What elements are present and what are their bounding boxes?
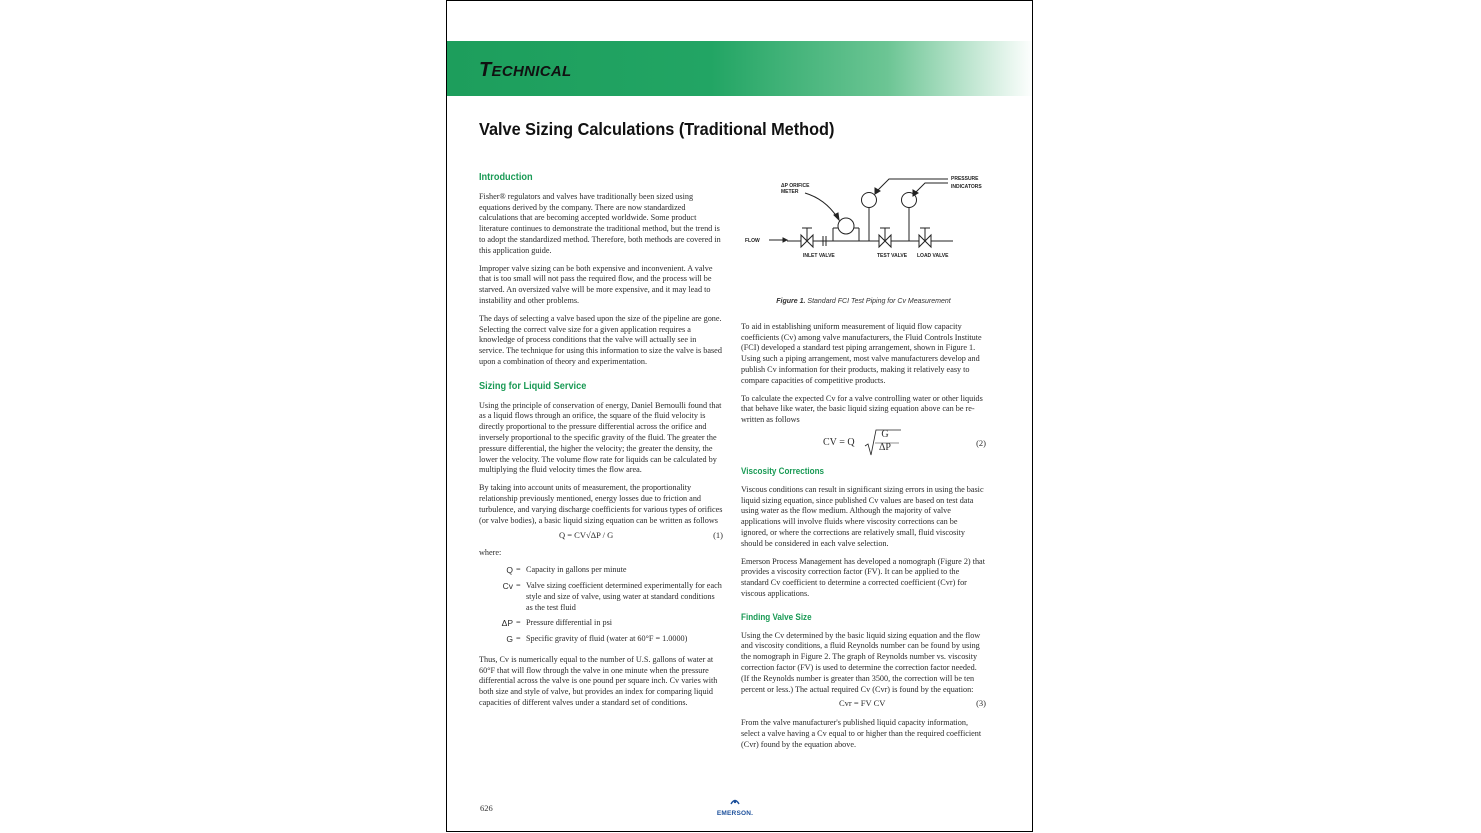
figure-1-caption-text: Standard FCI Test Piping for Cv Measurement xyxy=(807,298,951,305)
definition-symbol: G xyxy=(506,634,513,645)
emerson-logo-text: EMERSON. xyxy=(716,810,754,817)
intro-paragraph-2: Improper valve sizing can be both expensive and inconvenient. A valve that is too small will not pass the required flow, and the process will be starved. An oversized valve will be more expensive, and it may lead to instability and other problems. xyxy=(479,263,713,305)
definition-equals: = xyxy=(516,634,521,644)
equation-3-formula: Cvr = FV CV xyxy=(839,698,886,709)
equation-1-number: (1) xyxy=(713,530,723,541)
document-page xyxy=(446,0,1033,832)
definition-equals: = xyxy=(516,618,521,628)
where-label: where: xyxy=(479,548,502,558)
pressure-leader-line-2 xyxy=(915,183,948,193)
pressure-label: PRESSURE xyxy=(951,176,979,182)
viscosity-paragraph-2: Emerson Process Management has developed a nomograph (Figure 2) that provides a viscosity correction factor (FV). It can be applied to the standard Cv coefficient to determine a corrected coefficient (Cvr) for viscous applications. xyxy=(741,556,985,598)
intro-paragraph-1: Fisher® regulators and valves have traditionally been sized using equations derived by the company. There are now standardized calculations that are becoming accepted worldwide. Some product literature continues to demonstrate the traditional method, but the trend is to adopt the standardized method. Therefore, both methods are covered in this application guide. xyxy=(479,191,721,255)
flow-label: FLOW xyxy=(745,238,760,244)
definition-q xyxy=(479,565,723,576)
equation-1-formula: Q = CV√ΔP / G xyxy=(559,530,614,541)
test-valve-label: TEST VALVE xyxy=(877,253,908,259)
definition-symbol: Cv xyxy=(502,580,513,591)
figure-1-caption-label: Figure 1. xyxy=(776,298,806,305)
liquid-paragraph-2: By taking into account units of measurement, the proportionality relationship previously mentioned, energy losses due to friction and turbulence, and varying discharge coefficients for various types of orifices (or valve bodies), a basic liquid sizing equation can be written as follows xyxy=(479,483,723,525)
equation-3-number: (3) xyxy=(976,698,986,709)
pressure-gauge-1 xyxy=(862,193,877,208)
load-valve-label: LOAD VALVE xyxy=(917,253,949,259)
technical-banner xyxy=(447,41,1033,96)
equation-3 xyxy=(741,698,986,712)
calculate-cv-paragraph: To calculate the expected Cv for a valve controlling water or other liquids that behave like water, the basic liquid sizing equation above can be re-written as follows xyxy=(741,393,983,425)
figure-1-caption xyxy=(741,297,986,308)
definition-text: Pressure differential in psi xyxy=(526,618,613,628)
equation-2-lhs: CV = Q xyxy=(823,436,855,448)
orifice-label: ΔP ORIFICE xyxy=(781,183,810,189)
orifice-leader-line xyxy=(805,193,837,217)
fci-test-piping-diagram xyxy=(741,173,986,291)
valve-size-paragraph-2: From the valve manufacturer's published liquid capacity information, select a valve having a Cv equal to or higher than the required coefficient (Cvr) found by the equation above. xyxy=(741,718,982,749)
definition-equals: = xyxy=(516,580,521,590)
definition-equals: = xyxy=(516,565,521,575)
definition-text: Valve sizing coefficient determined experimentally for each style and size of valve, using water at standard conditions as the test fluid xyxy=(526,580,722,612)
equation-2 xyxy=(741,428,986,460)
equation-2-denominator: ΔP xyxy=(879,441,891,453)
definition-dp xyxy=(479,618,723,629)
right-column xyxy=(741,173,986,758)
indicators-label: INDICATORS xyxy=(951,184,982,190)
inlet-valve-label: INLET VALVE xyxy=(803,253,835,259)
definition-text: Capacity in gallons per minute xyxy=(526,565,627,575)
page-number: 626 xyxy=(480,803,493,813)
intro-paragraph-3: The days of selecting a valve based upon the size of the pipeline are gone. Selecting the correct valve size for a given application requires a knowledge of process conditions that the valve will actually see in service. The technique for using this information to size the valve is based upon a combination of theory and experimentation. xyxy=(479,313,722,366)
finding-valve-size-heading: Finding Valve Size xyxy=(741,611,812,622)
valve-size-paragraph-1: Using the Cv determined by the basic liquid sizing equation and the flow and viscosity conditions, a fluid Reynolds number can be found by using the nomograph in Figure 2. The graph of Reynolds number vs. viscosity correction factor (FV) is used to determine the correction factor needed. (If the Reynolds number is greater than 3500, the correction will be ten percent or less.) The actual required Cv (Cvr) is found by the equation: xyxy=(741,630,981,694)
fci-paragraph: To aid in establishing uniform measurement of liquid flow capacity coefficients (Cv) among valve manufacturers, the Fluid Controls Institute (FCI) developed a standard test piping arrangement, shown in Figure 1. Using such a piping arrangement, most valve manufacturers develop and publish Cv information for their products, making it relatively easy to compare capacities of competitive products. xyxy=(741,321,982,385)
liquid-paragraph-1: Using the principle of conservation of energy, Daniel Bernoulli found that as a liquid flows through an orifice, the square of the fluid velocity is directly proportional to the pressure differential across the orifice and inversely proportional to the specific gravity of the fluid. The greater the pressure differential, the higher the velocity; the greater the density, the lower the velocity. The volume flow rate for liquids can be calculated by multiplying the fluid velocity times the flow area. xyxy=(479,400,722,475)
liquid-paragraph-3: Thus, Cv is numerically equal to the number of U.S. gallons of water at 60°F that will flow through the valve in one minute when the pressure differential across the valve is one pound per square inch. Cv varies with both size and style of valve, but provides an index for comparing liquid capacities of different valves under a standard set of conditions. xyxy=(479,654,718,708)
definition-g xyxy=(479,634,723,645)
left-column xyxy=(479,173,723,716)
emerson-logo-icon xyxy=(730,797,740,805)
orifice-meter-gauge xyxy=(838,218,854,234)
equation-2-number: (2) xyxy=(976,437,986,448)
introduction-heading: Introduction xyxy=(479,172,533,183)
viscosity-heading: Viscosity Corrections xyxy=(741,465,825,476)
definition-cv xyxy=(479,581,723,613)
viscosity-paragraph-1: Viscous conditions can result in significant sizing errors in using the basic liquid sizing equation, since published Cv values are based on test data using water as the flow medium. Although the majority of valve applications will involve fluids where viscosity corrections can be ignored, or where the corrections are relatively small, fluid viscosity should be considered in each valve selection. xyxy=(741,484,984,548)
emerson-logo xyxy=(715,792,755,817)
equation-2-numerator: G xyxy=(881,428,889,440)
figure-1-diagram xyxy=(741,173,986,291)
definition-symbol: ΔP xyxy=(501,618,513,629)
definition-symbol: Q xyxy=(506,565,513,576)
equation-2-fraction xyxy=(873,428,897,455)
page-title: Valve Sizing Calculations (Traditional Method) xyxy=(479,119,835,139)
definitions-list xyxy=(479,565,723,645)
definition-text: Specific gravity of fluid (water at 60°F = 1.0000) xyxy=(526,634,688,644)
flow-arrowhead xyxy=(783,238,787,242)
equation-1 xyxy=(479,528,723,544)
banner-title: TECHNICAL xyxy=(479,59,572,81)
liquid-service-heading: Sizing for Liquid Service xyxy=(479,380,587,392)
meter-label: METER xyxy=(781,189,799,195)
